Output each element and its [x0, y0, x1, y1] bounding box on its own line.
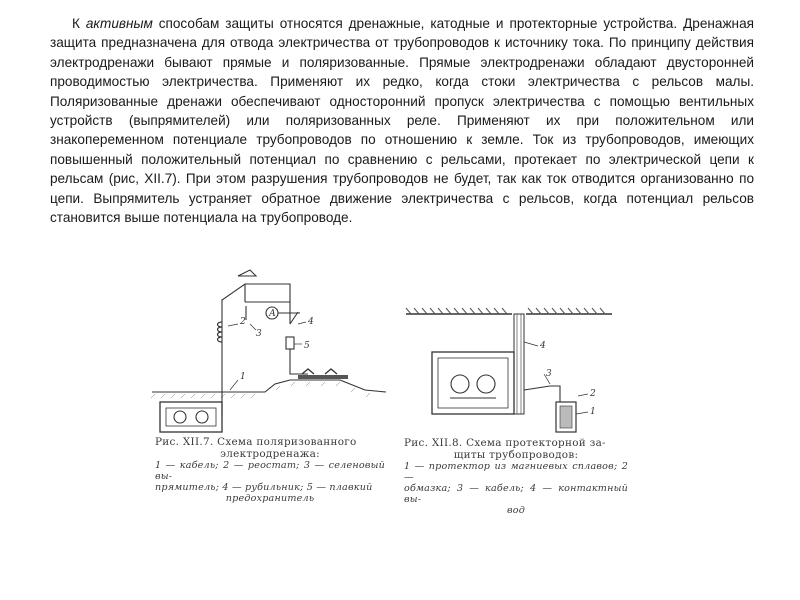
ammeter-label: А: [269, 309, 276, 319]
figure7-caption-title-2: электродренажа:: [220, 448, 320, 460]
label-3: 3: [256, 329, 262, 339]
main-paragraph: [50, 14, 754, 227]
figure-polarized-drainage: [150, 262, 390, 522]
label-4: 4: [540, 341, 546, 351]
label-1: 1: [240, 372, 246, 382]
paragraph-emphasis: активным: [85, 16, 153, 31]
figure8-legend-3: вод: [506, 505, 526, 516]
figure7-legend-3: предохранитель: [225, 493, 315, 504]
label-1: 1: [590, 407, 596, 417]
paragraph-lead: К: [72, 16, 86, 31]
figure-protector-protection: [400, 290, 628, 520]
figure8-caption-title-1: Рис. XII.8. Схема протекторной за-: [404, 437, 606, 449]
label-5: 5: [304, 341, 310, 351]
paragraph-body: способам защиты относятся дренажные, катодные и протекторные устройства. Дренажная защита предназначена для отвода электричества от трубопроводов к источнику тока. По принципу действия электродренажи бывают прямые и поляризованные. Прямые электродренажи обладают двусторонней проводимостью электричества. Применяют их редко, когда стоки электричества с рельсов малы. Поляризованные дренажи обеспечивают односторонний пропуск электричества с помощью вентильных устройств (выпрямителей) или поляризованных реле. Применяют их при положительном или знакопеременном потенциале трубопроводов по отношению к земле. Ток из трубопроводов, имеющих повышенный положительный потенциал по сравнению с рельсами, протекает по электрической цепи к рельсам (рис, XII.7). При этом разрушения трубопроводов не будет, так как ток отводится организованно по цепи. Выпрямитель устраняет обратное движение электричества с рельсов, когда потенциал рельсов становится выше потенциала на трубопроводе.: [50, 16, 754, 226]
protector-schematic: [400, 290, 628, 435]
label-2: 2: [590, 389, 596, 399]
figure8-caption-title-2: щиты трубопроводов:: [453, 449, 579, 461]
figure7-caption: [155, 436, 385, 504]
figure8-legend-2: обмазка; 3 — кабель; 4 — контактный вы-: [404, 483, 628, 505]
figure7-caption-title-1: Рис. XII.7. Схема поляризованного: [155, 436, 357, 448]
figure7-legend-2: прямитель; 4 — рубильник; 5 — плавкий: [155, 482, 373, 493]
figure8-caption: [404, 437, 628, 516]
label-2: 2: [240, 317, 246, 327]
figure8-legend-1: 1 — протектор из магниевых сплавов; 2 —: [404, 461, 628, 483]
figure7-legend-1: 1 — кабель; 2 — реостат; 3 — селеновый вы-: [155, 460, 385, 482]
label-3: 3: [546, 369, 552, 379]
label-4: 4: [308, 317, 314, 327]
drainage-schematic: [150, 262, 390, 437]
